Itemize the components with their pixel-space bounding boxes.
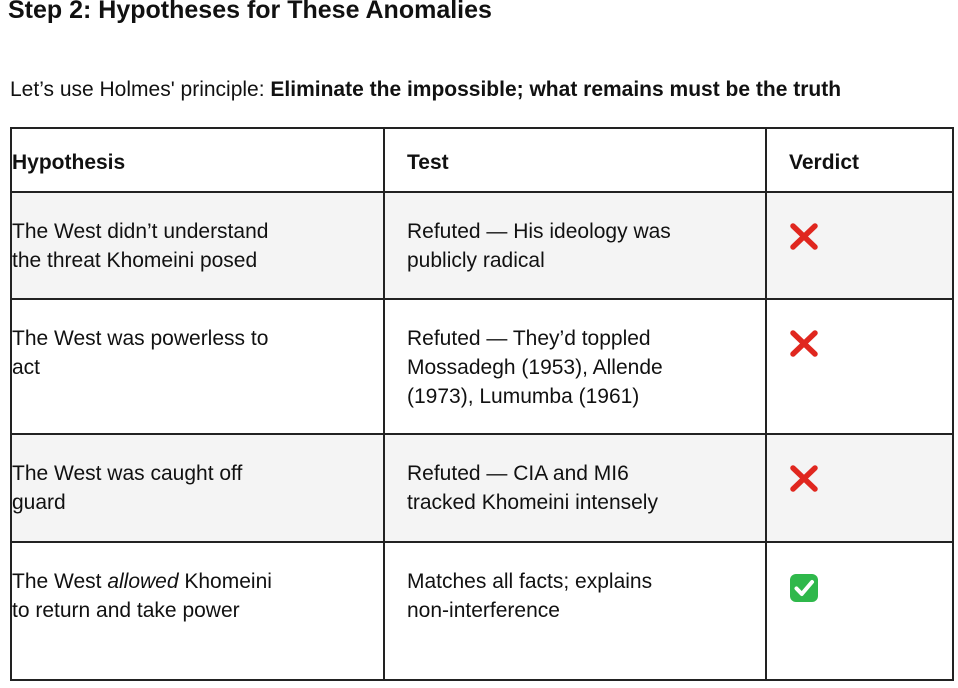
- test-line: Matches all facts; explains: [407, 570, 653, 593]
- header-verdict: Verdict: [766, 128, 953, 192]
- red-cross-icon: [789, 328, 819, 358]
- hypothesis-line: guard: [12, 491, 66, 514]
- test-line: publicly radical: [407, 249, 545, 272]
- test-line: Refuted — His ideology was: [407, 220, 671, 243]
- hypothesis-cell: [11, 192, 384, 299]
- intro-paragraph: [10, 76, 841, 104]
- hypothesis-text-italic: allowed: [107, 570, 179, 593]
- table-row: [11, 192, 953, 299]
- table-row: [11, 299, 953, 434]
- red-cross-icon: [789, 221, 819, 251]
- verdict-cell: [766, 192, 953, 299]
- hypothesis-table: [10, 127, 954, 681]
- hypothesis-text-before: The West: [12, 570, 108, 593]
- verdict-cell: [766, 542, 953, 680]
- table-row: [11, 434, 953, 542]
- verdict-cell: [766, 434, 953, 542]
- test-line: Refuted — They’d toppled: [407, 327, 651, 350]
- red-cross-icon: [789, 463, 819, 493]
- hypothesis-text-after: Khomeini: [178, 570, 272, 593]
- hypothesis-line: The West was caught off: [12, 462, 243, 485]
- test-cell: [384, 542, 766, 680]
- table-header-row: [11, 128, 953, 192]
- test-line: Refuted — CIA and MI6: [407, 462, 629, 485]
- test-line: Mossadegh (1953), Allende: [407, 356, 663, 379]
- hypothesis-line: The West didn’t understand: [12, 220, 269, 243]
- test-line: tracked Khomeini intensely: [407, 491, 658, 514]
- hypothesis-line: to return and take power: [12, 599, 240, 622]
- green-check-icon: [789, 573, 819, 603]
- hypothesis-cell: [11, 299, 384, 434]
- header-hypothesis: Hypothesis: [11, 128, 384, 192]
- hypothesis-line: act: [12, 356, 41, 379]
- hypothesis-line: The West was powerless to: [12, 327, 269, 350]
- table-row: [11, 542, 953, 680]
- hypothesis-line: the threat Khomeini posed: [12, 249, 258, 272]
- hypothesis-cell: [11, 434, 384, 542]
- test-cell: [384, 299, 766, 434]
- intro-lead: Let’s use Holmes' principle:: [10, 78, 271, 101]
- verdict-cell: [766, 299, 953, 434]
- section-heading: Step 2: Hypotheses for These Anomalies: [8, 0, 492, 24]
- test-cell: [384, 192, 766, 299]
- test-cell: [384, 434, 766, 542]
- intro-emphasis: Eliminate the impossible; what remains must be the truth: [270, 78, 842, 101]
- header-test: Test: [384, 128, 766, 192]
- hypothesis-cell: [11, 542, 384, 680]
- test-line: non-interference: [407, 599, 560, 622]
- test-line: (1973), Lumumba (1961): [407, 385, 640, 408]
